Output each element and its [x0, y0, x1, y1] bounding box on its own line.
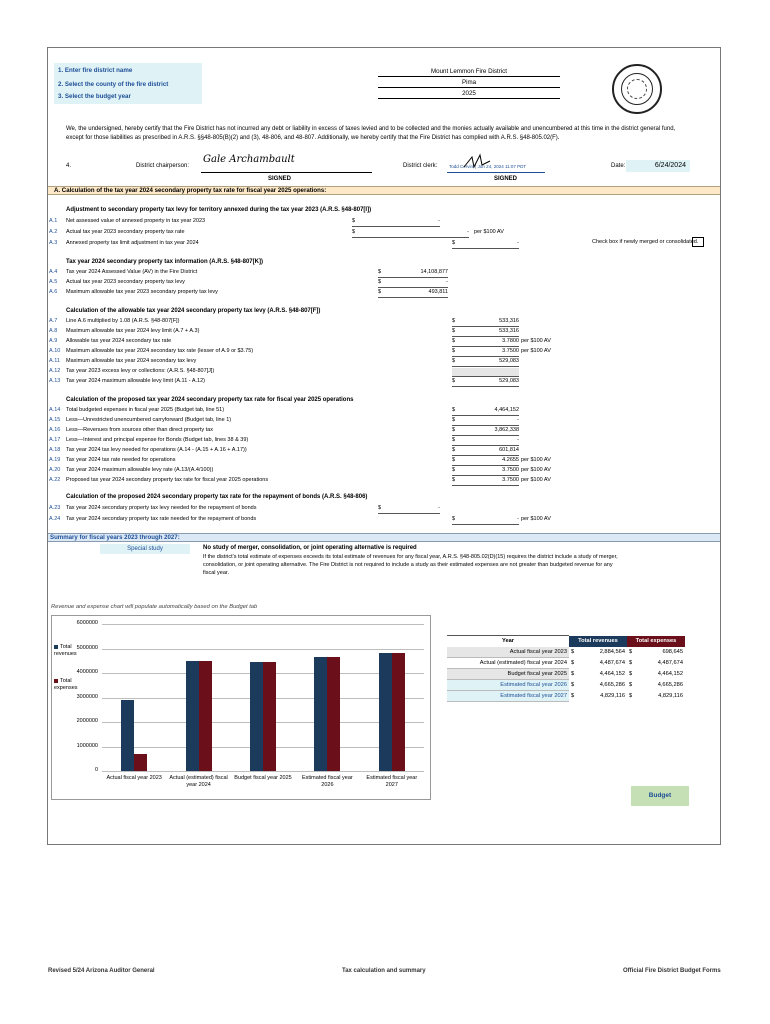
x-category-label: Actual (estimated) fiscal year 2024	[169, 775, 228, 788]
row-value[interactable]: 3.7500	[502, 348, 519, 354]
row-code: A.20	[49, 467, 61, 473]
row-dollar: $	[452, 338, 456, 344]
row-label: Actual tax year 2023 secondary property tax levy	[66, 279, 185, 285]
row-label: Tax year 2024 tax rate needed for operations	[66, 457, 176, 463]
info-heading: Tax year 2024 secondary property tax information (A.R.S. §48-807[K])	[66, 259, 263, 265]
row-label: Actual tax year 2023 secondary property tax rate	[66, 229, 185, 235]
step-4-number: 4.	[66, 163, 72, 169]
row-label: Tax year 2023 excess levy or collections: (A.R.S. §48-807[J])	[66, 368, 215, 374]
date-label: Date:	[611, 163, 626, 169]
clerk-label: District clerk:	[403, 163, 438, 169]
row-code: A.13	[49, 378, 61, 384]
cell-rev-value: 4,464,152	[599, 671, 625, 677]
bar-expense	[327, 657, 340, 771]
bar-expense	[199, 661, 212, 771]
x-category-label: Budget fiscal year 2025	[234, 775, 292, 781]
bar-revenue	[379, 653, 392, 771]
x-category-label: Estimated fiscal year 2027	[366, 775, 418, 788]
th-expenses: Total expenses	[627, 636, 685, 647]
legend-revenues	[54, 644, 94, 658]
row-label: Maximum allowable tax year 2024 secondary tax rate (lesser of A.9 or $3.75)	[66, 348, 254, 354]
cell-exp-dollar: $	[629, 649, 633, 655]
row-code: A.7	[49, 318, 58, 324]
row-suffix: per $100 AV	[521, 467, 551, 473]
cell-year: Estimated fiscal year 2027	[447, 691, 569, 702]
row-value[interactable]: 529,083	[499, 378, 519, 384]
cell-year: Actual (estimated) fiscal year 2024	[447, 658, 569, 669]
row-dollar: $	[352, 229, 356, 235]
row-label: Tax year 2024 secondary property tax rate needed for the repayment of bonds	[66, 516, 257, 522]
y-tick-label: 3000000	[76, 693, 98, 700]
row-label: Maximum allowable tax year 2023 secondary property tax levy	[66, 289, 218, 295]
study-heading: No study of merger, consolidation, or joint operating alternative is required	[203, 545, 417, 551]
row-label: Less—Revenues from sources other than direct property tax	[66, 427, 214, 433]
cell-year: Estimated fiscal year 2026	[447, 680, 569, 691]
proposed-heading: Calculation of the proposed tax year 2024 secondary property tax rate for fiscal year 2025 operations	[66, 397, 354, 403]
allow-heading: Calculation of the allowable tax year 2024 secondary property tax levy (A.R.S. §48-807[F])	[66, 308, 321, 314]
row-label: Tax year 2024 maximum allowable levy limit (A.11 - A.12)	[66, 378, 205, 384]
bonds-heading: Calculation of the proposed 2024 secondary property tax rate for the repayment of bonds (A.R.S. §48-806)	[66, 494, 368, 500]
row-code: A.3	[49, 240, 58, 246]
row-value[interactable]: 533,316	[499, 318, 519, 324]
row-value[interactable]: -	[517, 516, 519, 522]
budget-tab-link[interactable]: Budget	[631, 786, 689, 806]
row-code: A.1	[49, 218, 58, 224]
date-field[interactable]: 6/24/2024	[626, 160, 690, 172]
y-tick-label: 6000000	[76, 620, 98, 626]
row-label: Tax year 2024 tax levy needed for operations (A.14 - (A.15 + A.16 + A.17))	[66, 447, 247, 453]
row-code: A.10	[49, 348, 61, 354]
table-row	[447, 680, 685, 691]
clerk-signature-stamp[interactable]: Todd Cervini | Jun 24, 2024 11:07 PDT	[449, 164, 527, 169]
chair-signed-label: SIGNED	[268, 176, 292, 182]
row-dollar: $	[378, 505, 382, 511]
row-value[interactable]: 529,083	[499, 358, 519, 364]
row-label: Less—Interest and principal expense for Bonds (Budget tab, lines 38 & 39)	[66, 437, 249, 443]
row-label: Allowable tax year 2024 secondary tax rate	[66, 338, 172, 344]
row-value[interactable]: -	[438, 505, 440, 511]
bar-revenue	[186, 661, 199, 771]
y-tick-label: 4000000	[76, 669, 98, 675]
row-dollar: $	[452, 318, 456, 324]
row-code: A.2	[49, 229, 58, 235]
chart-note: Revenue and expense chart will populate automatically based on the Budget tab	[51, 604, 258, 610]
row-value[interactable]: 3.7500	[502, 467, 519, 473]
cell-exp-value: 4,464,152	[657, 671, 683, 677]
row-code: A.9	[49, 338, 58, 344]
table-row	[447, 658, 685, 669]
x-category-label: Estimated fiscal year 2026	[302, 775, 353, 788]
budget-year-field[interactable]: 2025	[378, 88, 560, 99]
row-label: Tax year 2024 secondary property tax levy needed for the repayment of bonds	[66, 505, 257, 511]
row-suffix: per $100 AV	[521, 348, 551, 354]
row-label: Maximum allowable tax year 2024 secondary tax levy	[66, 358, 197, 364]
cell-rev-dollar: $	[571, 671, 575, 677]
cell-rev-value: 4,487,674	[599, 660, 625, 666]
row-suffix: per $100 AV	[521, 457, 551, 463]
cell-exp-dollar: $	[629, 671, 633, 677]
legend-swatch	[54, 645, 58, 649]
table-row	[447, 691, 685, 702]
adj-heading: Adjustment to secondary property tax levy for territory annexed during the tax year 2023 (A.R.S. §48-807[I])	[66, 207, 372, 213]
row-dollar: $	[452, 427, 456, 433]
row-suffix: per $100 AV	[521, 516, 551, 522]
cell-rev-dollar: $	[571, 660, 575, 666]
row-code: A.15	[49, 417, 61, 423]
row-value[interactable]: 14,108,877	[420, 269, 448, 275]
row-dollar: $	[452, 348, 456, 354]
y-tick-label: 5000000	[76, 644, 98, 651]
row-code: A.4	[49, 269, 58, 275]
chairperson-label: District chairperson:	[136, 163, 190, 169]
row-code: A.12	[49, 368, 61, 374]
special-study-label: Special study	[100, 544, 190, 554]
row-code: A.24	[49, 516, 61, 522]
row-value[interactable]: 601,814	[499, 447, 519, 453]
study-text: If the district's total estimate of expenses exceeds its total estimate of revenues for any fiscal year, A.R.S. §48-805.02(D)(15) requires the district include a study of merger, consolidation, or joint operating alternative. The Fire District is not required to include a study as their estimated expenses are not greater than budgeted revenue for any fiscal year.	[203, 554, 618, 576]
bar-expense	[263, 662, 276, 771]
revenue-expense-table	[447, 635, 685, 702]
x-category-label: Actual fiscal year 2023	[106, 775, 162, 781]
certification-text: We, the undersigned, hereby certify that the Fire District has not incurred any debt or liability in excess of taxes levied and to be collected and the monies actually available and unencumbered at this time in the district general fund, except for those liabilities as prescribed in A.R.S. §§48-805(B)(2) and (3), 48-806, and 48-807. Additionally, we hereby certify that the Fire District has complied with A.R.S. §48-805.02(F).	[66, 126, 676, 141]
row-label: Annexed property tax limit adjustment in tax year 2024	[66, 240, 199, 246]
row-dollar: $	[452, 240, 456, 246]
row-dollar: $	[452, 358, 456, 364]
row-label: Proposed tax year 2024 secondary property tax rate for fiscal year 2025 operations	[66, 477, 269, 483]
row-code: A.8	[49, 328, 58, 334]
cell-rev-dollar: $	[571, 649, 575, 655]
row-dollar: $	[452, 417, 456, 423]
row-label: Tax year 2024 maximum allowable levy rate (A.13/(A.4/100))	[66, 467, 214, 473]
cell-exp-value: 4,665,286	[657, 682, 683, 688]
table-row	[447, 647, 685, 658]
bar-revenue	[314, 657, 327, 771]
instruction-3: 3. Select the budget year	[58, 93, 131, 100]
row-code: A.14	[49, 407, 61, 413]
row-code: A.23	[49, 505, 61, 511]
row-value[interactable]: -	[517, 240, 519, 246]
instruction-2: 2. Select the county of the fire district	[58, 81, 169, 88]
cell-exp-value: 4,829,116	[658, 693, 683, 699]
bar-expense	[392, 653, 405, 771]
instructions-box	[54, 63, 202, 104]
row-value[interactable]: 4.2655	[502, 457, 519, 463]
row-value[interactable]: -	[467, 229, 469, 235]
y-tick-label: 1000000	[76, 742, 98, 749]
table-row	[447, 669, 685, 680]
state-seal-icon	[612, 64, 662, 114]
merged-checkbox[interactable]	[692, 237, 704, 247]
row-dollar: $	[378, 279, 382, 285]
merged-checkbox-label: Check box if newly merged or consolidated.	[592, 239, 699, 245]
row-dollar: $	[452, 516, 456, 522]
section-a-title: A. Calculation of the tax year 2024 secondary property tax rate for fiscal year 2025 operations:	[48, 186, 720, 195]
legend-swatch	[54, 679, 58, 683]
y-tick-label: 0	[94, 767, 98, 773]
row-dollar: $	[452, 457, 456, 463]
footer-center: Tax calculation and summary	[342, 968, 426, 974]
cell-rev-value: 4,829,116	[600, 693, 625, 699]
row-code: A.17	[49, 437, 61, 443]
legend-expenses	[54, 678, 94, 692]
instruction-1: 1. Enter fire district name	[58, 67, 133, 74]
row-label: Net assessed value of annexed property in tax year 2023	[66, 218, 206, 224]
row-dollar: $	[452, 477, 456, 483]
row-input-empty[interactable]	[452, 368, 519, 376]
row-code: A.16	[49, 427, 61, 433]
row-value[interactable]: -	[517, 437, 519, 443]
summary-title: Summary for fiscal years 2023 through 2027:	[48, 533, 720, 542]
row-value[interactable]: -	[517, 417, 519, 423]
cell-exp-dollar: $	[629, 693, 633, 699]
row-suffix: per $100 AV	[474, 229, 504, 235]
row-label: Line A.6 multiplied by 1.08 (A.R.S. §48-807[F])	[66, 318, 180, 324]
row-dollar: $	[452, 378, 456, 384]
y-tick-label: 2000000	[76, 718, 98, 724]
row-dollar: $	[452, 328, 456, 334]
row-dollar: $	[378, 269, 382, 275]
cell-exp-dollar: $	[629, 660, 633, 666]
clerk-signed-label: SIGNED	[494, 176, 518, 182]
cell-rev-dollar: $	[571, 693, 575, 699]
chairperson-signature[interactable]: Gale Archambault	[203, 154, 295, 165]
row-code: A.22	[49, 477, 61, 483]
legend-text: Total expenses	[54, 678, 78, 691]
cell-year: Budget fiscal year 2025	[447, 669, 569, 680]
th-year: Year	[447, 636, 569, 647]
cell-exp-dollar: $	[629, 682, 633, 688]
cell-exp-value: 698,645	[662, 649, 683, 655]
cell-rev-dollar: $	[571, 682, 575, 688]
row-dollar: $	[452, 407, 456, 413]
row-value[interactable]: 493,811	[428, 289, 448, 295]
row-code: A.19	[49, 457, 61, 463]
row-dollar: $	[452, 467, 456, 473]
bar-revenue	[121, 700, 134, 771]
district-name-field[interactable]: Mount Lemmon Fire District	[378, 66, 560, 77]
row-dollar: $	[352, 218, 356, 224]
bar-revenue	[250, 662, 263, 771]
footer-left: Revised 5/24 Arizona Auditor General	[48, 968, 155, 974]
cell-year: Actual fiscal year 2023	[447, 647, 569, 658]
row-label: Maximum allowable tax year 2024 levy limit (A.7 + A.3)	[66, 328, 200, 334]
row-code: A.18	[49, 447, 61, 453]
district-info	[378, 66, 560, 99]
bar-expense	[134, 754, 147, 771]
row-value[interactable]: 4,464,152	[494, 407, 519, 413]
row-value[interactable]: 533,316	[499, 328, 519, 334]
th-revenues: Total revenues	[569, 636, 627, 647]
row-value[interactable]: 3.7500	[502, 477, 519, 483]
clerk-signature-icon	[462, 153, 492, 171]
legend-text: Total revenues	[54, 644, 77, 657]
footer-right: Official Fire District Budget Forms	[623, 968, 721, 974]
row-label: Total budgeted expenses in fiscal year 2025 (Budget tab, line 51)	[66, 407, 225, 413]
county-field[interactable]: Pima	[378, 77, 560, 88]
row-value[interactable]: -	[446, 279, 448, 285]
row-code: A.6	[49, 289, 58, 295]
row-value[interactable]: 3,862,338	[494, 427, 519, 433]
row-label: Less—Unrestricted unencumbered carryforward (Budget tab, line 1)	[66, 417, 232, 423]
cell-exp-value: 4,487,674	[657, 660, 683, 666]
cell-rev-value: 4,665,286	[599, 682, 625, 688]
row-suffix: per $100 AV	[521, 338, 551, 344]
revenue-expense-chart	[51, 615, 431, 800]
row-label: Tax year 2024 Assessed Value (AV) in the Fire District	[66, 269, 198, 275]
row-dollar: $	[452, 437, 456, 443]
row-dollar: $	[452, 447, 456, 453]
row-value[interactable]: -	[438, 218, 440, 224]
row-suffix: per $100 AV	[521, 477, 551, 483]
row-code: A.5	[49, 279, 58, 285]
row-dollar: $	[378, 289, 382, 295]
cell-rev-value: 2,884,564	[599, 649, 625, 655]
row-code: A.11	[49, 358, 60, 364]
row-value[interactable]: 3.7800	[502, 338, 519, 344]
